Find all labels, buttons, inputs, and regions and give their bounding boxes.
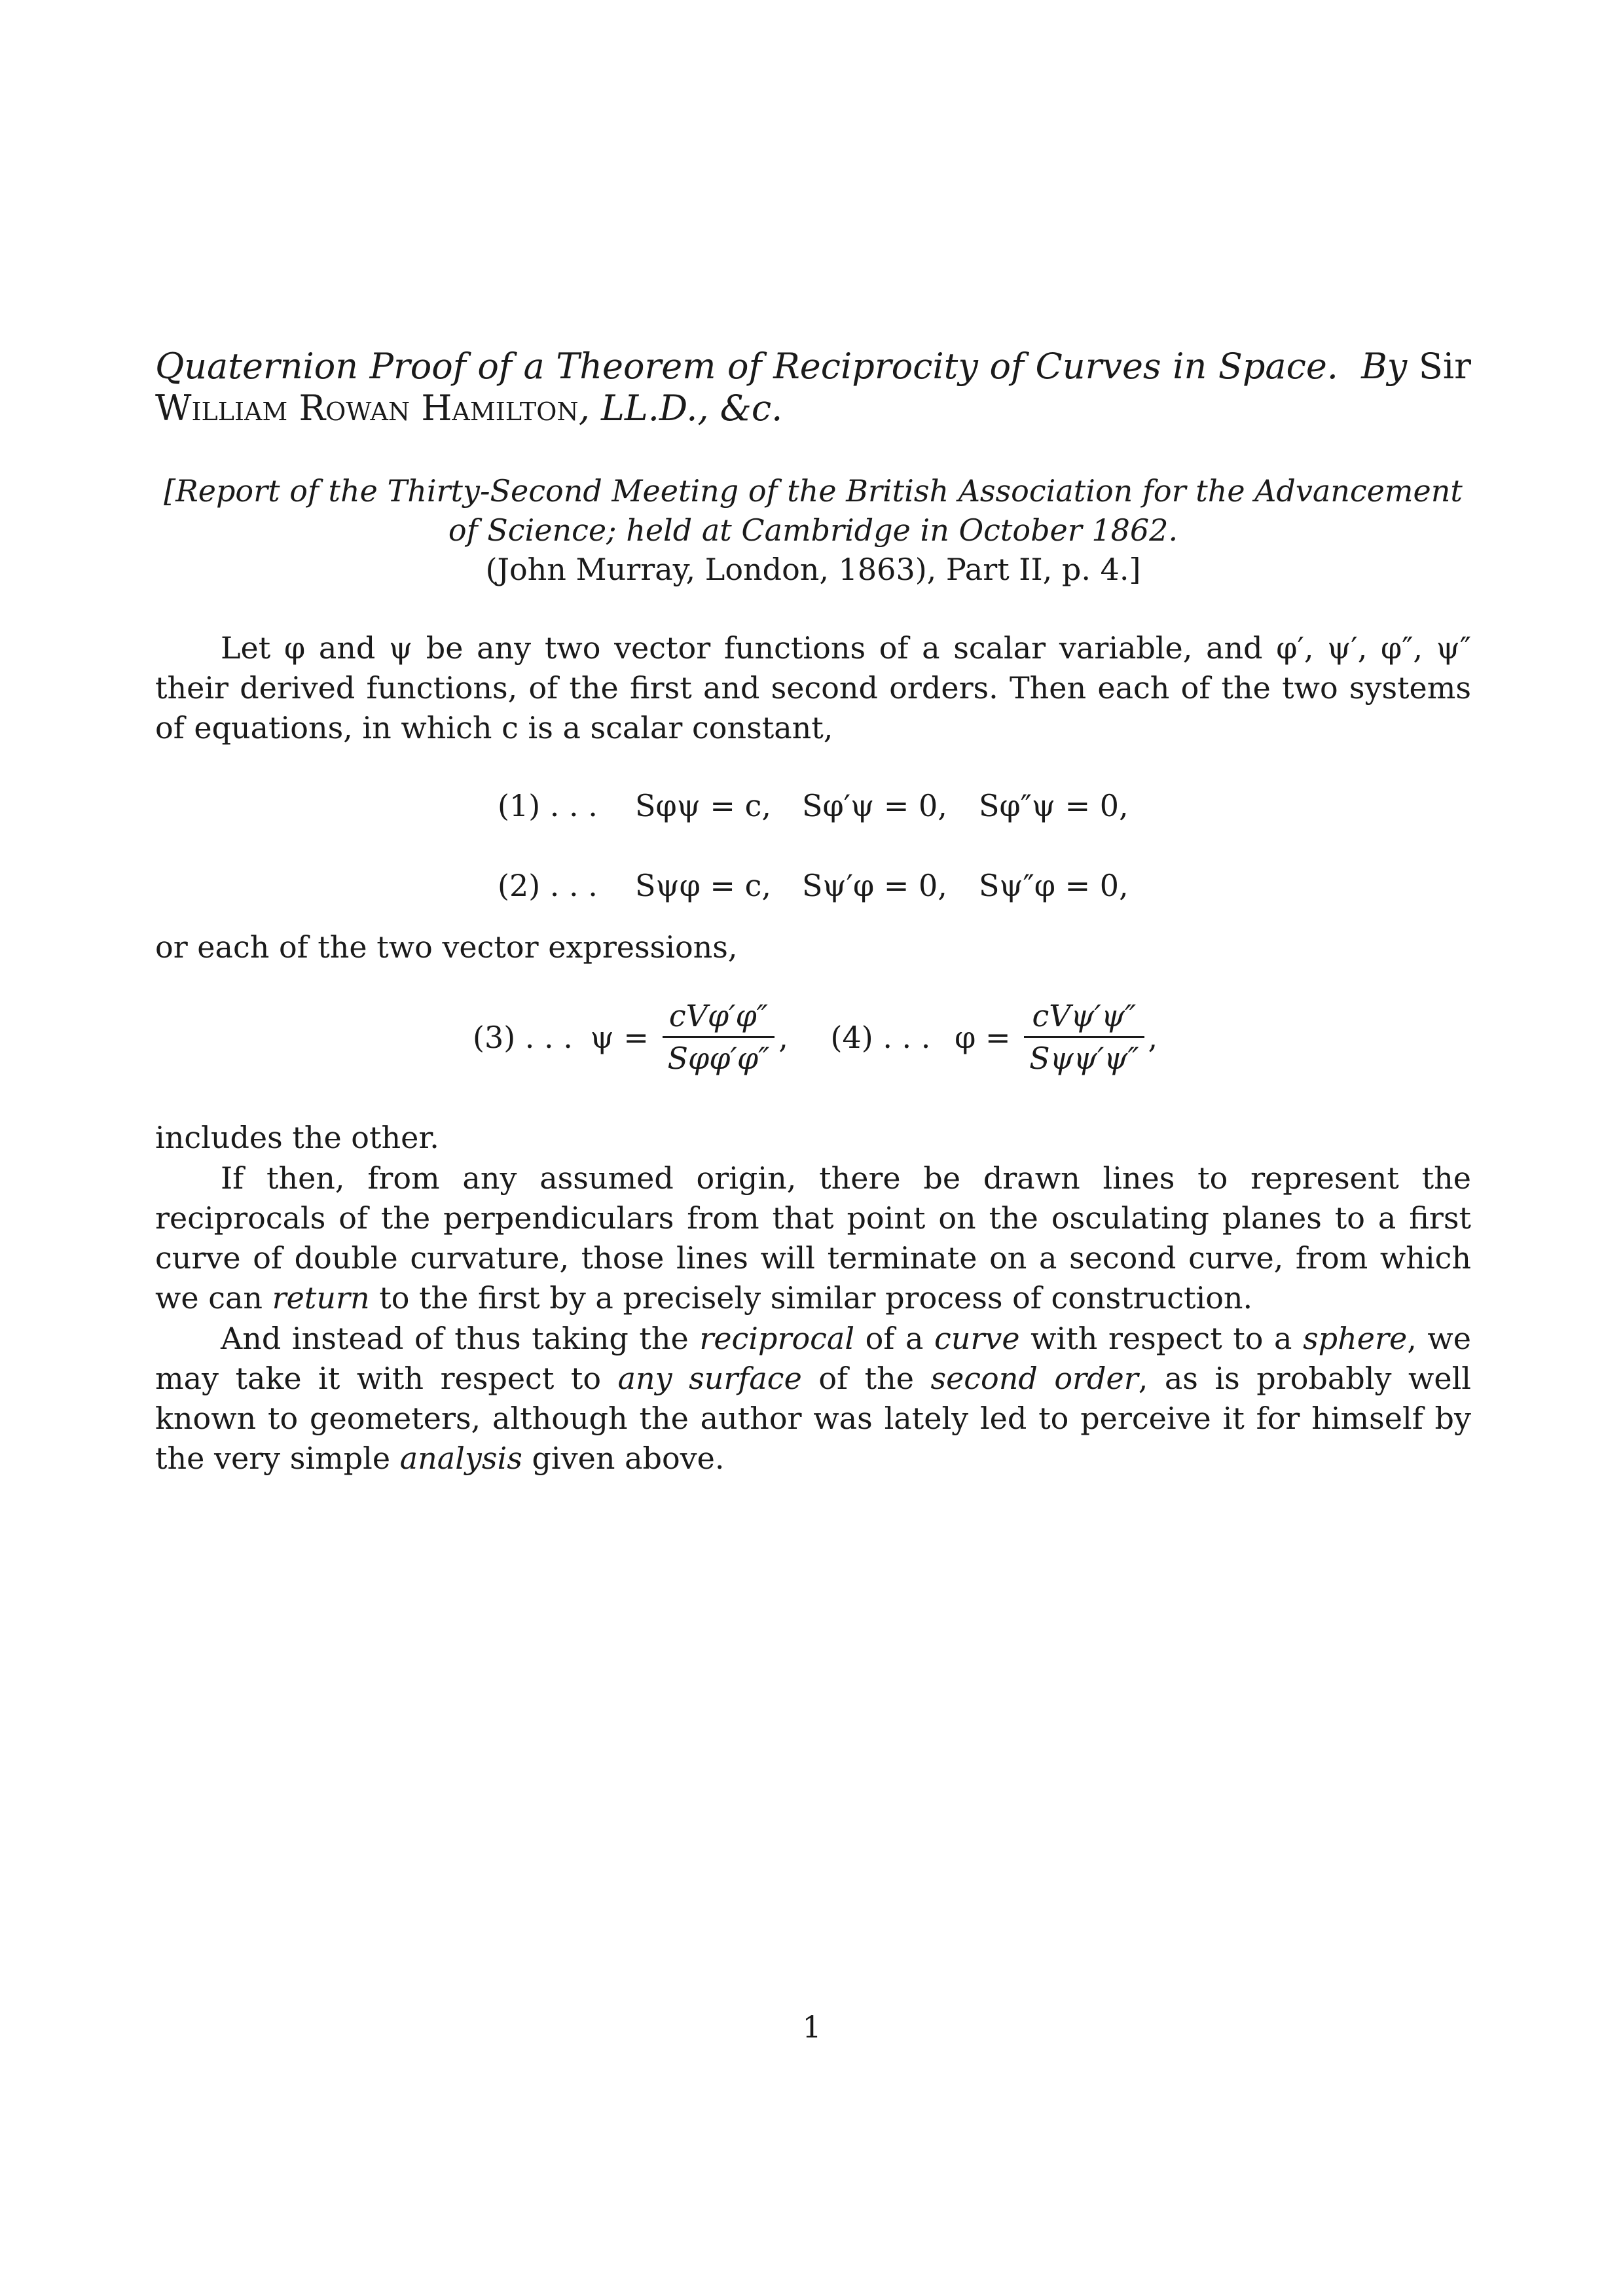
paragraph-3: includes the other.	[155, 1120, 439, 1155]
paragraph-1: Let φ and ψ be any two vector functions of a scalar variable, and φ′, ψ′, φ″, ψ″ their derived functions, of the first and second orders. Then each of the two systems of equations, in which c is a scalar constant,	[155, 630, 1471, 745]
emphasis: any surface	[617, 1361, 802, 1396]
source-citation	[155, 471, 1471, 589]
numerator: cVψ′ψ″	[1024, 998, 1144, 1038]
title-sir: Sir	[1418, 346, 1471, 387]
equation-label: (3) . . .	[473, 1019, 573, 1055]
equation-lhs: ψ =	[590, 1019, 649, 1055]
source-line-2: (John Murray, London, 1863), Part II, p. 4.]	[485, 552, 1141, 587]
equation-label: (2) . . .	[498, 868, 598, 903]
vector-equations	[473, 998, 1158, 1090]
equation-term: Sφψ = c,	[635, 788, 771, 823]
text-run: to the first by a precisely similar process of construction.	[369, 1280, 1253, 1316]
numerator: cVφ′φ″	[663, 998, 775, 1038]
title-by: By	[1361, 346, 1408, 387]
text-run: If then, from any assumed origin, there be drawn lines to represent the reciprocals of the perpendiculars from that point on the osculating planes to a first curve of double curvature, those lines will terminate on a second curve, from which we can	[155, 1160, 1471, 1316]
emphasis: reciprocal	[699, 1321, 855, 1356]
author-suffix: , LL.D., &c.	[578, 387, 783, 429]
emphasis: second order	[930, 1361, 1139, 1396]
emphasis: return	[272, 1280, 370, 1316]
separator: ,	[778, 1019, 788, 1055]
denominator: Sφφ′φ″	[667, 1041, 770, 1076]
title-italic: Quaternion Proof of a Theorem of Reciprocity of Curves in Space.	[155, 346, 1338, 387]
paragraph-5	[155, 1319, 1471, 1479]
separator: ,	[1148, 1019, 1158, 1055]
text-run: of the	[801, 1361, 931, 1396]
emphasis: analysis	[399, 1441, 522, 1476]
denominator: Sψψ′ψ″	[1029, 1041, 1139, 1076]
equation-label: (4) . . .	[830, 1019, 931, 1055]
emphasis: curve	[934, 1321, 1020, 1356]
equation-term: Sφ″ψ = 0,	[979, 788, 1129, 823]
equation-row-2	[498, 864, 1129, 907]
equation-lhs: φ =	[955, 1019, 1011, 1055]
text-run: of a	[854, 1321, 934, 1356]
equation-term: Sφ′ψ = 0,	[802, 788, 947, 823]
fraction-4	[1024, 998, 1144, 1076]
emphasis: sphere	[1303, 1321, 1408, 1356]
equation-row-1	[498, 784, 1129, 827]
paragraph-2: or each of the two vector expressions,	[155, 929, 738, 965]
page-number: 1	[802, 2009, 822, 2045]
equation-term: Sψ″φ = 0,	[979, 868, 1129, 903]
paper-title	[155, 346, 1471, 429]
author-name: William Rowan Hamilton	[155, 387, 579, 429]
paragraph-4	[155, 1158, 1471, 1318]
equation-term: Sψ′φ = 0,	[802, 868, 947, 903]
equation-label: (1) . . .	[498, 788, 598, 823]
text-run: , we may take it with respect to	[155, 1321, 1471, 1396]
text-run: , as is probably well known to geometers, although the author was lately led to perceive it for himself by the very simple	[155, 1361, 1471, 1476]
text-run: And instead of thus taking the	[221, 1321, 700, 1356]
text-run: with respect to a	[1019, 1321, 1304, 1356]
text-run: given above.	[522, 1441, 725, 1476]
source-line-1: [Report of the Thirty-Second Meeting of the British Association for the Advancement of Science; held at Cambridge in October 1862.	[164, 473, 1463, 548]
fraction-3	[663, 998, 775, 1076]
equation-term: Sψφ = c,	[635, 868, 771, 903]
